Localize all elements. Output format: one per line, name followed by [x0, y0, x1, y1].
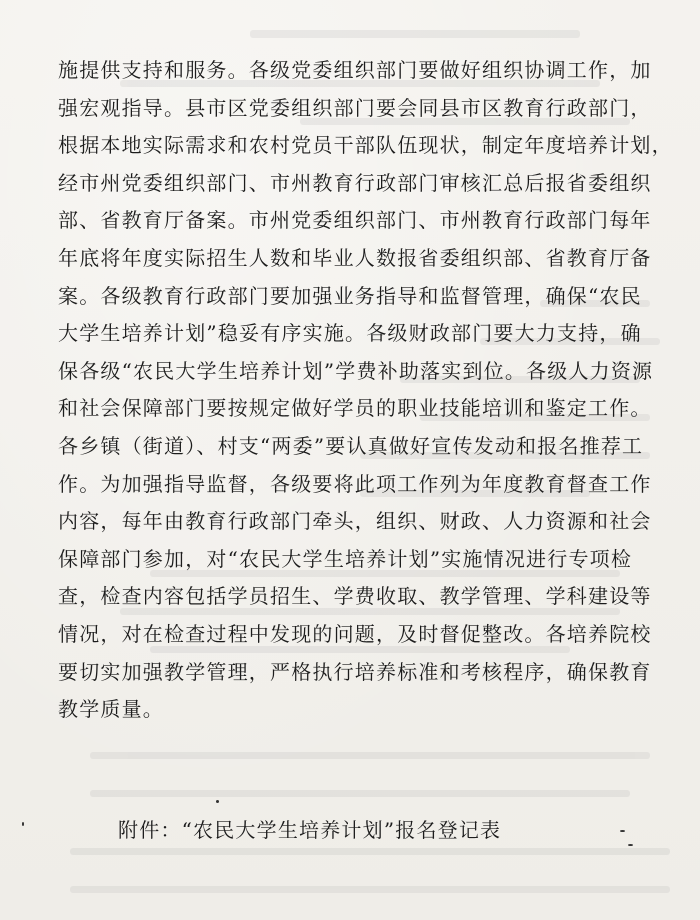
paragraph-line: 要切实加强教学管理，严格执行培养标准和考核程序，确保教育: [58, 659, 652, 684]
paragraph-line: 内容，每年由教育行政部门牵头，组织、财政、人力资源和社会: [58, 509, 652, 534]
paragraph-line: 查，检查内容包括学员招生、学费收取、教学管理、学科建设等: [58, 584, 652, 609]
paragraph-line: 作。为加强指导监督，各级要将此项工作列为年度教育督查工作: [58, 471, 652, 496]
paragraph-line: 施提供支持和服务。各级党委组织部门要做好组织协调工作，加: [58, 58, 652, 82]
paragraph-line: 保各级“农民大学生培养计划”学费补助落实到位。各级人力资源: [58, 358, 654, 383]
paragraph-line: 年底将年度实际招生人数和毕业人数报省委组织部、省教育厅备: [58, 245, 652, 270]
paragraph-line: 部、省教育厅备案。市州党委组织部门、市州教育行政部门每年: [58, 208, 652, 233]
body-paragraph: [58, 52, 673, 729]
paragraph-line: 经市州党委组织部门、市州教育行政部门审核汇总后报省委组织: [58, 170, 652, 195]
scan-speck: [22, 822, 24, 826]
paragraph-line: 教学质量。: [58, 697, 164, 722]
paragraph-line: 大学生培养计划”稳妥有序实施。各级财政部门要大力支持，确: [58, 321, 642, 346]
paragraph-line: 根据本地实际需求和农村党员干部队伍现状，制定年度培养计划，: [58, 133, 673, 158]
paragraph-line: 保障部门参加，对“农民大学生培养计划”实施情况进行专项检: [58, 546, 633, 571]
scan-speck: [628, 844, 633, 846]
attachment-line: 附件：“农民大学生培养计划”报名登记表: [118, 818, 502, 842]
paragraph-line: 和社会保障部门要按规定做好学员的职业技能培训和鉴定工作。: [58, 396, 652, 421]
scan-speck: [620, 830, 625, 832]
scan-speck: [216, 800, 219, 803]
paragraph-line: 情况，对在检查过程中发现的问题，及时督促整改。各培养院校: [58, 621, 652, 646]
paragraph-line: 强宏观指导。县市区党委组织部门要会同县市区教育行政部门，: [58, 95, 652, 120]
paragraph-line: 各乡镇（街道）、村支“两委”要认真做好宣传发动和报名推荐工: [58, 433, 644, 458]
paragraph-line: 案。各级教育行政部门要加强业务指导和监督管理，确保“农民: [58, 283, 642, 308]
